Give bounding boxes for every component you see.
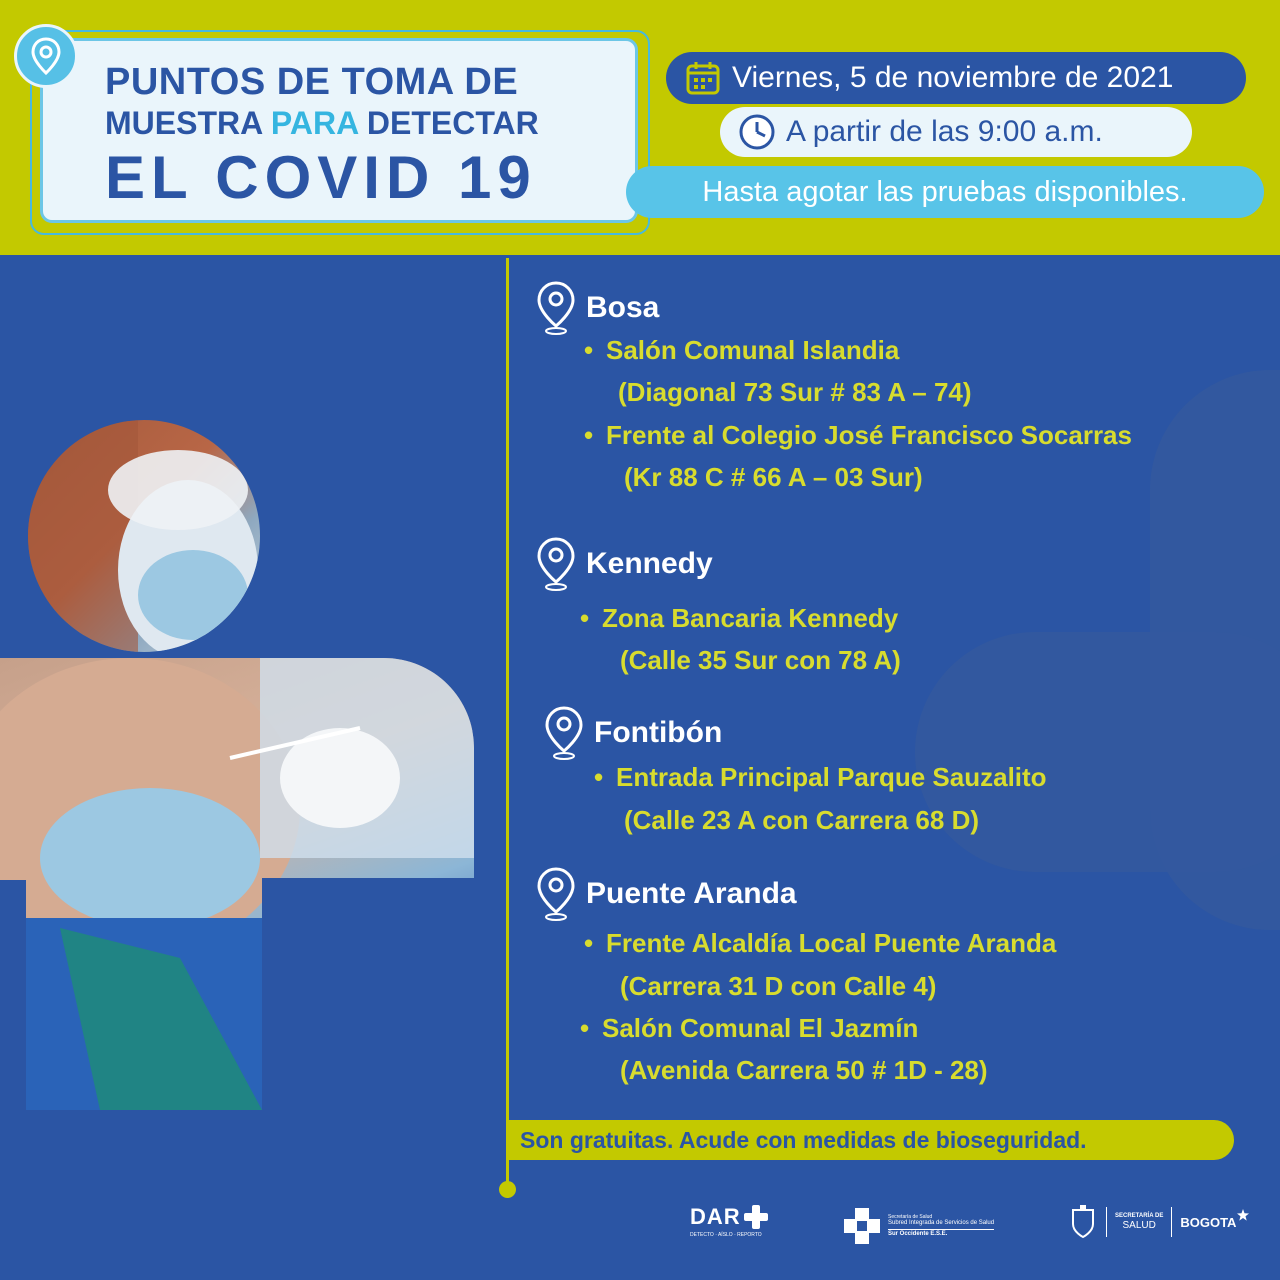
plus-icon — [743, 1204, 769, 1230]
district-name: Kennedy — [586, 547, 713, 580]
title-line-2: MUESTRA PARA DETECTAR — [105, 105, 539, 141]
time-pill — [720, 107, 1192, 157]
location-address: (Calle 35 Sur con 78 A) — [620, 645, 901, 675]
health-worker-photo — [28, 420, 260, 652]
district-fontibon — [544, 705, 722, 761]
location-pin-icon — [536, 536, 576, 592]
district-name: Bosa — [586, 291, 660, 324]
until-pill — [626, 166, 1264, 218]
date-pill — [666, 52, 1246, 104]
location-name: • Entrada Principal Parque Sauzalito — [594, 762, 1047, 792]
location-address: (Carrera 31 D con Calle 4) — [620, 971, 937, 1001]
health-cross-icon — [842, 1206, 882, 1246]
district-puente-aranda — [536, 866, 797, 922]
location-address: (Calle 23 A con Carrera 68 D) — [624, 805, 979, 835]
location-name: • Frente Alcaldía Local Puente Aranda — [584, 928, 1057, 958]
timeline-dot — [499, 1181, 516, 1198]
district-name: Fontibón — [594, 716, 723, 749]
until-text: Hasta agotar las pruebas disponibles. — [702, 175, 1188, 208]
location-pin-icon — [536, 280, 576, 336]
location-name: • Frente al Colegio José Francisco Socarras — [584, 420, 1132, 450]
location-name: • Salón Comunal El Jazmín — [580, 1013, 919, 1043]
bogota-logos: SECRETARÍA DE SALUD BOGOTA — [1068, 1204, 1249, 1240]
date-text: Viernes, 5 de noviembre de 2021 — [732, 61, 1174, 94]
district-name: Puente Aranda — [586, 877, 797, 910]
location-address: (Avenida Carrera 50 # 1D - 28) — [620, 1055, 988, 1085]
location-name: • Zona Bancaria Kennedy — [580, 603, 899, 633]
header-band — [0, 0, 1280, 255]
photo-cutout — [262, 878, 474, 1110]
calendar-icon — [684, 59, 722, 97]
location-address: (Diagonal 73 Sur # 83 A – 74) — [618, 377, 972, 407]
location-pin-icon — [544, 705, 584, 761]
location-pin-icon — [14, 24, 78, 88]
photo-cutout — [0, 880, 26, 1110]
subred-logo: Secretaría de Salud Subred Integrada de Servicios de Salud Sur Occidente E.S.E. — [842, 1206, 994, 1246]
timeline-line — [506, 258, 509, 1188]
background-shape — [915, 632, 1280, 872]
title-line-3: EL COVID 19 — [105, 144, 537, 211]
clock-icon — [738, 113, 776, 151]
location-pin-icon — [536, 866, 576, 922]
location-address: (Kr 88 C # 66 A – 03 Sur) — [624, 462, 923, 492]
title-line-1: PUNTOS DE TOMA DE — [105, 61, 519, 103]
title-card — [40, 38, 638, 223]
city-shield-icon — [1068, 1204, 1098, 1240]
star-icon — [1237, 1209, 1249, 1221]
district-bosa — [536, 280, 659, 336]
location-name: • Salón Comunal Islandia — [584, 335, 900, 365]
time-text: A partir de las 9:00 a.m. — [786, 115, 1103, 148]
district-kennedy — [536, 536, 713, 592]
dar-logo: DAR DETECTO · AÍSLO · REPORTO — [690, 1204, 769, 1238]
footer-note: Son gratuitas. Acude con medidas de bioseguridad. — [508, 1120, 1234, 1160]
